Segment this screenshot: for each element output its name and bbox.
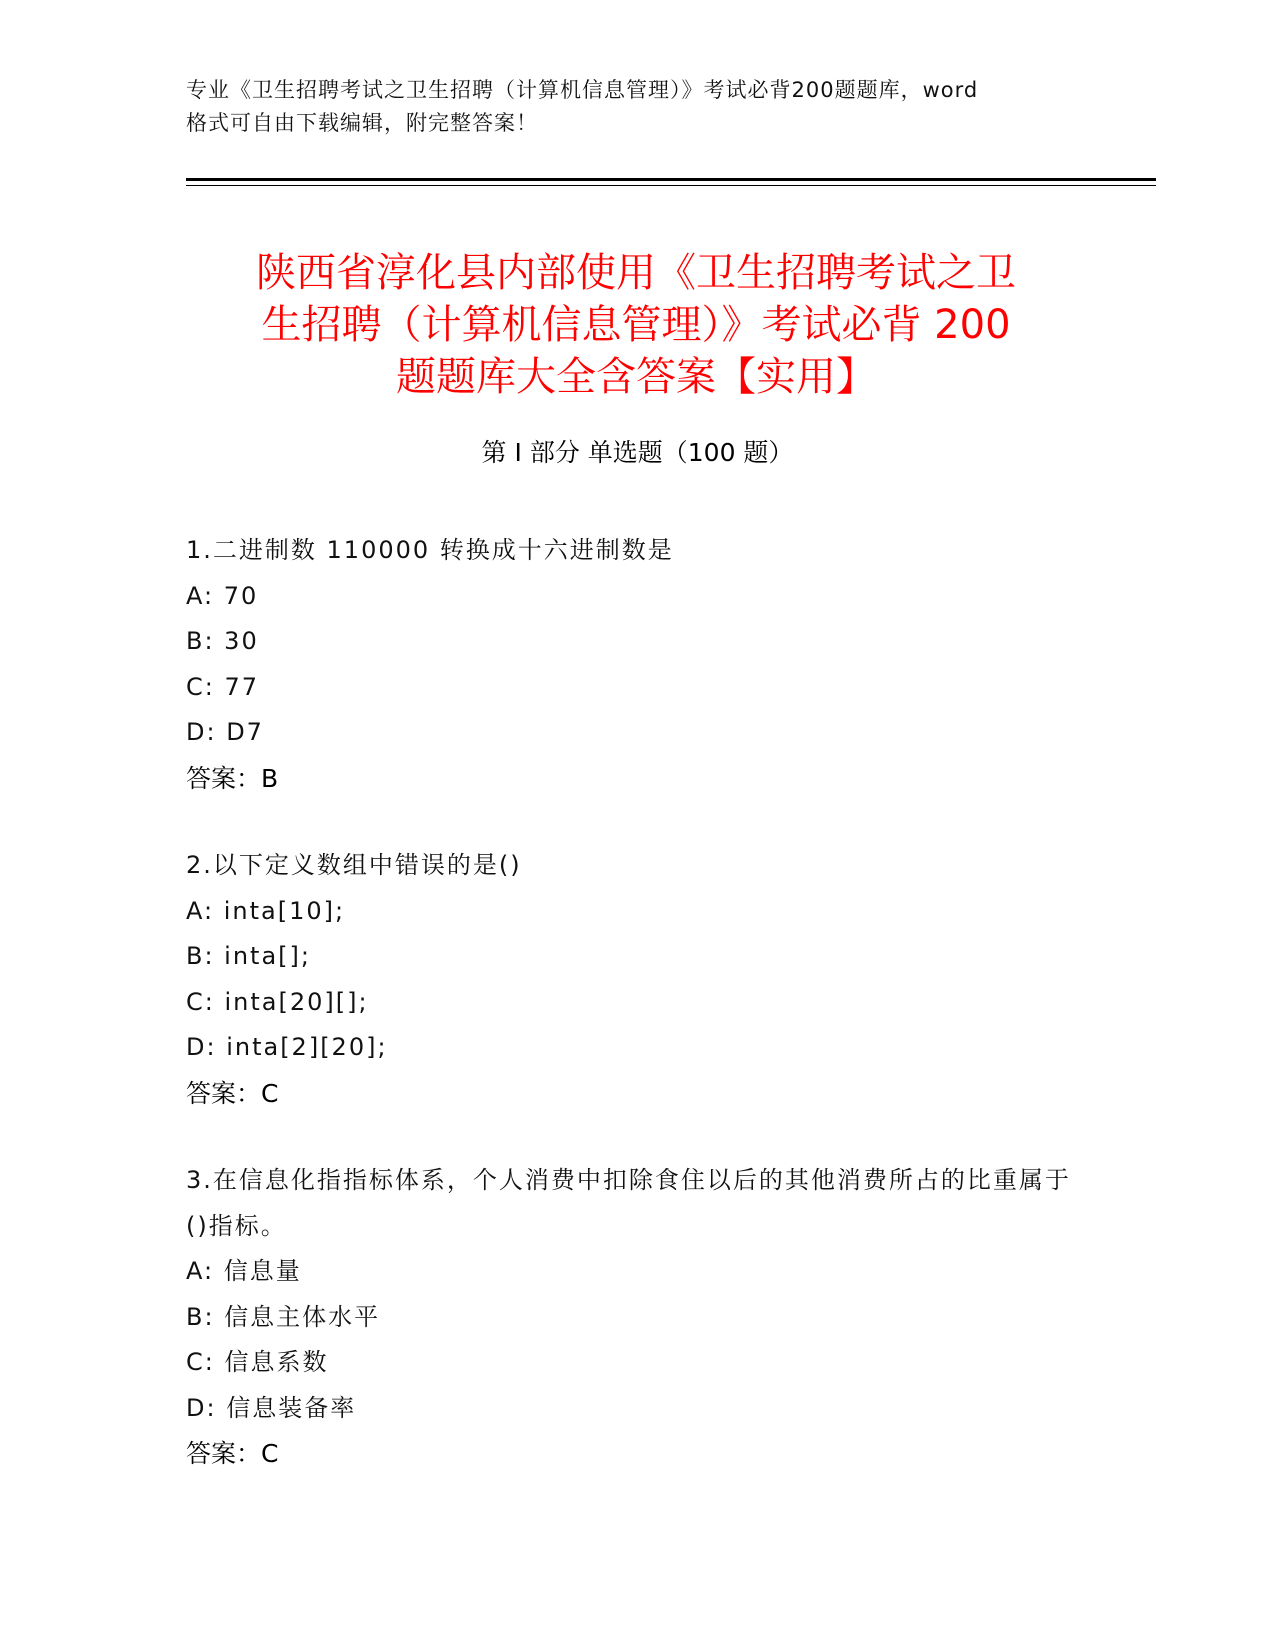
option-c: C: 77: [186, 672, 260, 701]
option-d: D: 信息装备率: [186, 1393, 357, 1422]
question-list: [186, 528, 1086, 1519]
header-divider-thick: [186, 178, 1156, 181]
document-title-line-3: 题题库大全含答案【实用】: [396, 353, 876, 400]
document-title: [186, 247, 1086, 403]
question-stem: 3.在信息化指指标体系，个人消费中扣除食住以后的其他消费所占的比重属于()指标。: [186, 1166, 1071, 1240]
header-divider-thin: [186, 185, 1156, 186]
option-a: A: inta[10];: [186, 896, 346, 925]
answer: 答案：C: [186, 1439, 279, 1468]
option-b: B: 30: [186, 627, 259, 655]
question-stem: 1.二进制数 110000 转换成十六进制数是: [186, 536, 674, 564]
option-a: A: 70: [186, 581, 259, 610]
section-title: 第 I 部分 单选题（100 题）: [481, 438, 794, 467]
header-note-line-1: 专业《卫生招聘考试之卫生招聘（计算机信息管理）》考试必背200题题库，word: [186, 78, 979, 102]
header-note: [186, 74, 1106, 140]
document-title-line-2: 生招聘（计算机信息管理）》考试必背 200: [261, 301, 1011, 348]
option-d: D: D7: [186, 718, 264, 746]
document-title-line-1: 陕西省淳化县内部使用《卫生招聘考试之卫: [256, 249, 1016, 296]
option-b: B: 信息主体水平: [186, 1302, 381, 1331]
question-stem: 2.以下定义数组中错误的是(): [186, 851, 522, 879]
option-a: A: 信息量: [186, 1257, 302, 1285]
option-d: D: inta[2][20];: [186, 1033, 388, 1061]
question-3: [186, 1158, 1086, 1477]
question-1: [186, 528, 1086, 801]
question-2: [186, 843, 1086, 1116]
option-c: C: 信息系数: [186, 1348, 329, 1376]
answer: 答案：B: [186, 763, 279, 793]
option-b: B: inta[];: [186, 942, 311, 970]
header-note-line-2: 格式可自由下载编辑，附完整答案！: [186, 111, 538, 135]
answer: 答案：C: [186, 1078, 279, 1108]
option-c: C: inta[20][];: [186, 987, 369, 1016]
